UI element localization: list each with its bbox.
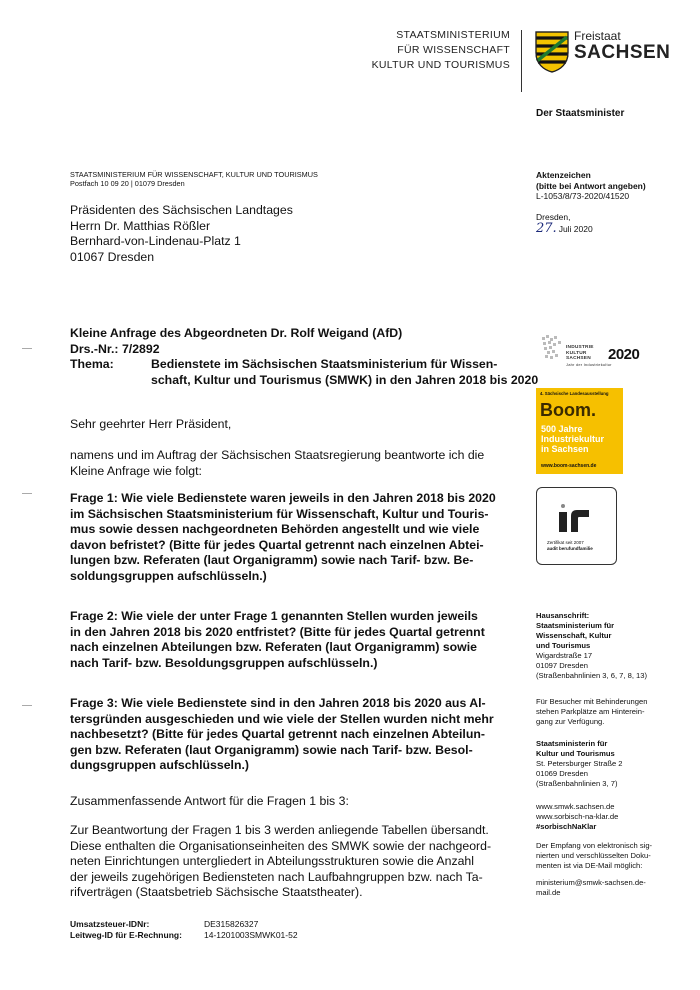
sidebar-web bbox=[536, 802, 676, 832]
sidebar-ministry2: Staatsministerin für Kultur und Tourismus St. Petersburger Straße 2 01069 Dresden (Straßenbahnlinien 3, 7) bbox=[536, 739, 623, 788]
question-2: Frage 2: Wie viele der unter Frage 1 genannten Stellen wurden jeweils in den Jahren 2018 bis 2020 entfristet? (Bitte für jedes Quartal getrennt nach einzelnen Abteilungen bzw. Referaten (laut Organigramm) sowie nach Tarif- bzw. Besoldungsgruppen aufschlüsseln.) bbox=[70, 609, 485, 670]
ministry-name: STAATSMINISTERIUM FÜR WISSENSCHAFT KULTUR UND TOURISMUS bbox=[371, 29, 510, 71]
answer-paragraph: Zur Beantwortung der Fragen 1 bis 3 werden anliegende Tabellen übersandt. Diese enthalten die Organisationseinheiten des SMWK sowie der nachgeord- neten Einrichtungen untergliedert in Abteilungsstrukturen sowie die Anzahl der jeweils zugehörigen Bediensteten nach Laufbahngruppen bzw. nach Ta- rifverträgen (Staatsbetrieb Sächsische Staatstheater). bbox=[70, 823, 492, 899]
state-name: Freistaat SACHSEN bbox=[574, 29, 671, 63]
fold-mark bbox=[22, 348, 32, 349]
hashtag: #sorbischNaKlar bbox=[536, 822, 597, 831]
salutation: Sehr geehrter Herr Präsident, bbox=[70, 417, 232, 431]
year-2020-logo: 2020 bbox=[608, 346, 640, 363]
boom-exhibition-logo: 4. Sächsische Landesausstellung Boom. 500 Jahre Industriekultur in Sachsen www.boom-sachsen.de bbox=[536, 388, 623, 474]
handwritten-day: 27. bbox=[536, 221, 557, 236]
recipient-address: Präsidenten des Sächsischen Landtages Herrn Dr. Matthias Rößler Bernhard-von-Lindenau-Platz 1 01067 Dresden bbox=[70, 203, 293, 264]
industriekultur-text: INDUSTRIE KULTUR SACHSEN Jahr der Industriekultur bbox=[566, 345, 612, 367]
footer-values: DE315826327 14-1201003SMWK01-52 bbox=[204, 919, 298, 940]
website-link[interactable]: www.sorbisch-na-klar.de bbox=[536, 812, 619, 821]
intro-paragraph: namens und im Auftrag der Sächsischen Staatsregierung beantworte ich die Kleine Anfrage wie folgt: bbox=[70, 448, 485, 478]
sidebar-visitors: Für Besucher mit Behinderungen stehen Parkplätze am Hinterein- gang zur Verfügung. bbox=[536, 697, 648, 726]
sidebar-hausanschrift: Hausanschrift: Staatsministerium für Wissenschaft, Kultur und Tourismus Wigardstraße 17 01097 Dresden (Straßenbahnlinien 3, 6, 7, 8, 13) bbox=[536, 611, 648, 680]
audit-berufundfamilie-logo: Zertifikat seit 2007 audit berufundfamilie bbox=[536, 487, 617, 565]
fold-mark bbox=[22, 493, 32, 494]
sidebar-email-note: Der Empfang von elektronisch sig- nierten und verschlüsselten Doku- menten ist via DE-Mail möglich: bbox=[536, 841, 653, 870]
subject-block: Kleine Anfrage des Abgeordneten Dr. Rolf Weigand (AfD) Drs.-Nr.: 7/2892 Thema: Bedienstete im Sächsischen Staatsministerium für Wissen- schaft, Kultur und Tourismus (SMWK) in den Jahren 2018 bis 2020 bbox=[70, 326, 539, 387]
reference-number: Aktenzeichen (bitte bei Antwort angeben) L-1053/8/73-2020/41520 bbox=[536, 170, 646, 201]
sender-address: STAATSMINISTERIUM FÜR WISSENSCHAFT, KULTUR UND TOURISMUS Postfach 10 09 20 | 01079 Dresden bbox=[70, 170, 318, 188]
minister-title: Der Staatsminister bbox=[536, 108, 625, 119]
letter-date: Dresden, 27. Juli 2020 bbox=[536, 212, 593, 236]
question-3: Frage 3: Wie viele Bedienstete sind in den Jahren 2018 bis 2020 aus Al- tersgründen ausgeschieden und wie viele der Stellen wurden nicht mehr nachbesetzt? (Bitte für jedes Quartal getrennt nach einzelnen Abteilun- gen bzw. Referaten (laut Organigramm) sowie nach Tarif- bzw. Besol- dungsgruppen aufschlüsseln.) bbox=[70, 696, 494, 772]
fold-mark bbox=[22, 705, 32, 706]
saxony-coat-of-arms-icon bbox=[535, 31, 569, 73]
summary-heading: Zusammenfassende Antwort für die Fragen 1 bis 3: bbox=[70, 794, 349, 808]
letterhead-divider bbox=[521, 30, 522, 92]
question-1: Frage 1: Wie viele Bedienstete waren jeweils in den Jahren 2018 bis 2020 im Sächsischen Staatsministerium für Wissenschaft, Kultur und Touris- mus sowie dessen nachgeordneten Behörden angestellt und wie viele davon befristet? (Bitte für jedes Quartal getrennt nach einzelnen Abtei- lungen bzw. Referaten (laut Organigramm) sowie nach Tarif- bzw. Be- soldungsgruppen aufschlüsseln.) bbox=[70, 491, 496, 583]
website-link[interactable]: www.smwk.sachsen.de bbox=[536, 802, 615, 811]
audit-icon bbox=[557, 502, 597, 536]
footer-labels: Umsatzsteuer-IDNr: Leitweg-ID für E-Rechnung: bbox=[70, 919, 182, 940]
sidebar-email[interactable]: ministerium@smwk-sachsen.de- mail.de bbox=[536, 878, 646, 897]
